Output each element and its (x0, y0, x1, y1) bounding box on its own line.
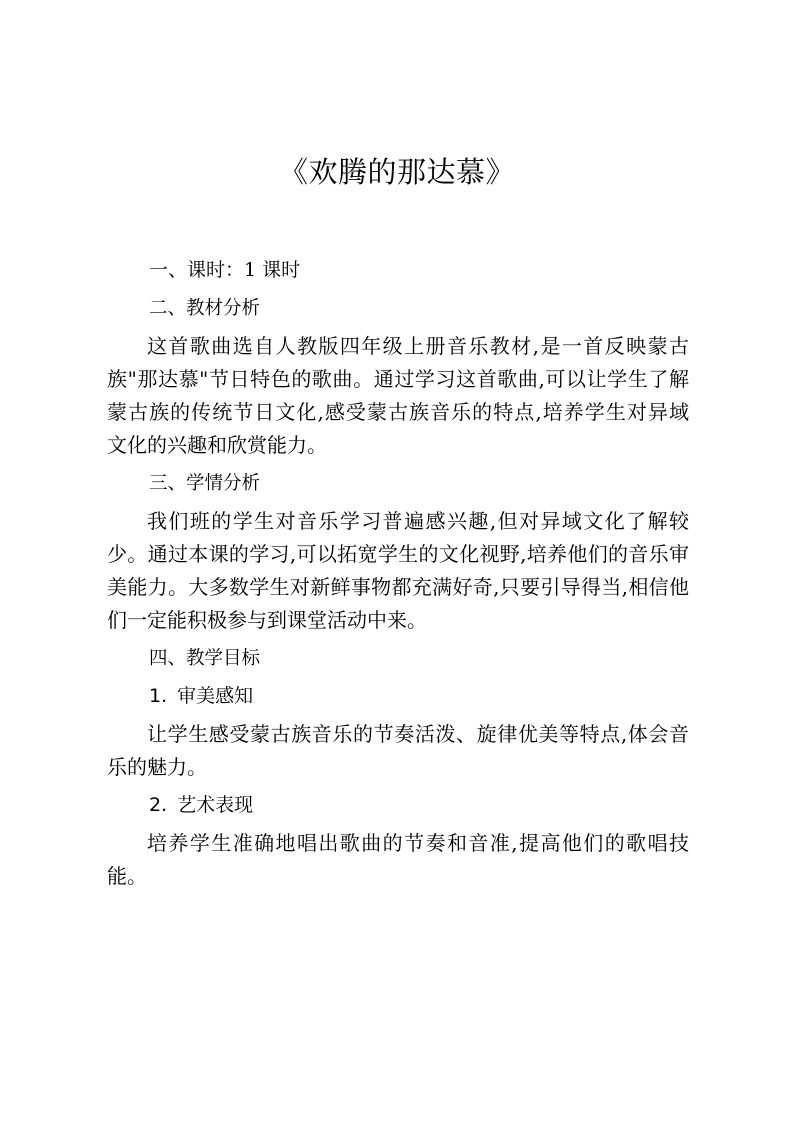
document-body (107, 254, 689, 898)
lesson-hours: 一、课时：1 课时 (149, 259, 301, 281)
section-heading-textbook-analysis: 二、教材分析 (149, 298, 261, 319)
paragraph-line: 能。 (107, 864, 147, 888)
paragraph-line: 美能力。大多数学生对新鲜事物都充满好奇,只要引导得当,相信他 (107, 575, 689, 599)
paragraph-line: 们一定能积极参与到课堂活动中来。 (107, 608, 427, 632)
paragraph-line: 这首歌曲选自人教版四年级上册音乐教材,是一首反映蒙古 (147, 334, 689, 358)
document-title: 《欢腾的那达慕》 (278, 155, 515, 189)
paragraph-line: 文化的兴趣和欣赏能力。 (107, 433, 327, 457)
paragraph-line: 族"那达慕"节日特色的歌曲。通过学习这首歌曲,可以让学生了解 (107, 367, 689, 391)
paragraph-line: 培养学生准确地唱出歌曲的节奏和音准,提高他们的歌唱技 (147, 831, 689, 855)
paragraph-artistic-expression (107, 827, 689, 893)
goal-number: 1. (149, 685, 168, 707)
paragraph-line: 我们班的学生对音乐学习普遍感兴趣,但对异域文化了解较 (147, 509, 689, 533)
goal-heading-aesthetic-perception (107, 680, 689, 713)
paragraph-line: 少。通过本课的学习,可以拓宽学生的文化视野,培养他们的音乐审 (107, 542, 689, 566)
goal-label: 审美感知 (177, 685, 254, 707)
goal-number: 2. (149, 794, 168, 816)
paragraph-learner-analysis (107, 505, 689, 637)
paragraph-line: 蒙古族的传统节日文化,感受蒙古族音乐的特点,培养学生对异域 (107, 400, 689, 424)
paragraph-aesthetic-perception (107, 718, 689, 784)
section-heading-learner-analysis: 三、学情分析 (149, 473, 261, 494)
goal-heading-artistic-expression (107, 789, 689, 822)
paragraph-textbook-analysis (107, 330, 689, 462)
goal-label: 艺术表现 (177, 794, 254, 816)
paragraph-line: 乐的魅力。 (107, 755, 207, 779)
section-heading-teaching-goals: 四、教学目标 (149, 648, 261, 669)
paragraph-line: 让学生感受蒙古族音乐的节奏活泼、旋律优美等特点,体会音 (147, 722, 689, 746)
